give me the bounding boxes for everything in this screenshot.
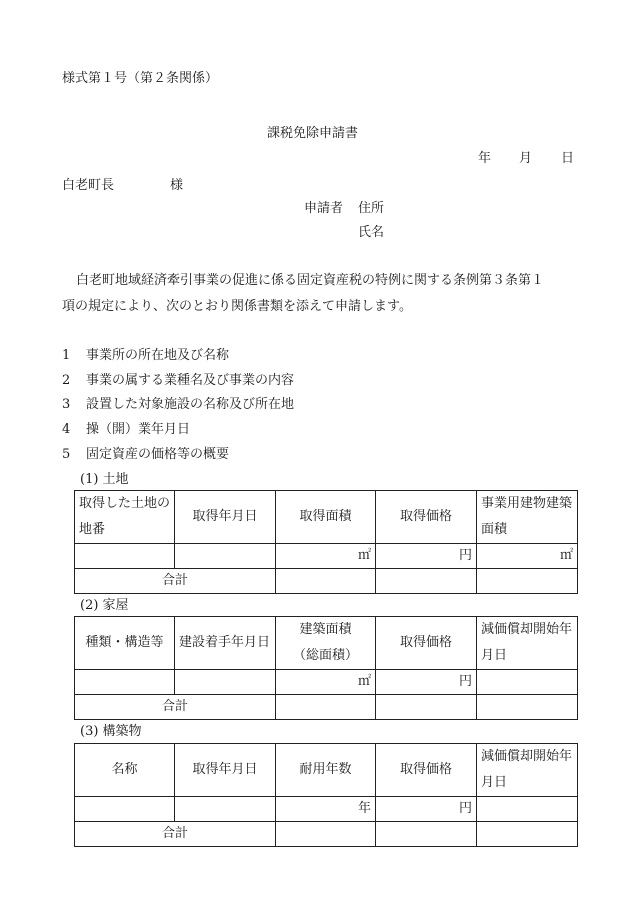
applicant-label: 申請者 bbox=[304, 201, 344, 216]
total-label: 合計 bbox=[75, 569, 276, 594]
list-item bbox=[62, 421, 190, 439]
list-item-text: 設置した対象施設の名称及び所在地 bbox=[86, 397, 295, 412]
table-header-row bbox=[75, 617, 578, 670]
house-section-label: (2) 家屋 bbox=[80, 598, 129, 613]
table-row bbox=[75, 670, 578, 695]
body-line-1: 白老町地域経済牽引事業の促進に係る固定資産税の特例に関する条例第３条第１ bbox=[76, 273, 545, 288]
list-item bbox=[62, 396, 294, 414]
date-month-label: 月 bbox=[519, 151, 533, 166]
table-total-row bbox=[75, 569, 578, 594]
unit-cell[interactable]: 円 bbox=[376, 544, 477, 569]
body-line-2: 項の規定により、次のとおり関係書類を添えて申請します。 bbox=[62, 299, 412, 314]
land-table bbox=[74, 490, 578, 594]
header-acquisition-date: 取得年月日 bbox=[175, 491, 276, 544]
header-land-lot: 取得した土地の地番 bbox=[75, 491, 175, 544]
header-building-area: 事業用建物建築面積 bbox=[477, 491, 578, 544]
header-acquisition-price: 取得価格 bbox=[376, 617, 477, 670]
table-cell[interactable] bbox=[75, 797, 175, 822]
table-header-row bbox=[75, 491, 578, 544]
header-construction-start: 建設着手年月日 bbox=[175, 617, 276, 670]
list-item-number: 1 bbox=[62, 348, 71, 363]
list-item-text: 事業の属する業種名及び事業の内容 bbox=[86, 373, 295, 388]
unit-cell[interactable]: 円 bbox=[376, 670, 477, 695]
table-cell[interactable] bbox=[75, 544, 175, 569]
header-acquired-area: 取得面積 bbox=[276, 491, 376, 544]
structure-section-label: (3) 構築物 bbox=[80, 724, 142, 739]
unit-cell[interactable]: 円 bbox=[376, 797, 477, 822]
list-item-number: 4 bbox=[62, 422, 71, 437]
house-table bbox=[74, 616, 578, 720]
list-item-text: 操（開）業年月日 bbox=[86, 422, 191, 437]
unit-cell[interactable]: ㎡ bbox=[276, 544, 376, 569]
header-depreciation-start: 減価償却開始年月日 bbox=[477, 744, 578, 797]
table-cell[interactable] bbox=[477, 670, 578, 695]
header-acquisition-price: 取得価格 bbox=[376, 744, 477, 797]
table-cell[interactable] bbox=[477, 695, 578, 720]
date-year-label: 年 bbox=[478, 151, 492, 166]
table-cell[interactable] bbox=[276, 822, 376, 847]
addressee-honorific: 様 bbox=[170, 178, 184, 193]
form-number: 様式第１号（第２条関係） bbox=[62, 71, 219, 86]
document-title: 課税免除申請書 bbox=[267, 126, 359, 141]
table-cell[interactable] bbox=[276, 569, 376, 594]
table-cell[interactable] bbox=[477, 822, 578, 847]
table-cell[interactable] bbox=[175, 670, 276, 695]
table-total-row bbox=[75, 822, 578, 847]
total-label: 合計 bbox=[75, 822, 276, 847]
list-item-number: 5 bbox=[62, 447, 71, 462]
unit-cell[interactable]: ㎡ bbox=[477, 544, 578, 569]
table-header-row bbox=[75, 744, 578, 797]
table-cell[interactable] bbox=[175, 544, 276, 569]
table-cell[interactable] bbox=[376, 695, 477, 720]
table-total-row bbox=[75, 695, 578, 720]
table-cell[interactable] bbox=[276, 695, 376, 720]
header-building-area: 建築面積（総面積） bbox=[276, 617, 376, 670]
header-name: 名称 bbox=[75, 744, 175, 797]
structure-table bbox=[74, 743, 578, 847]
header-acquisition-price: 取得価格 bbox=[376, 491, 477, 544]
table-row bbox=[75, 544, 578, 569]
land-section-label: (1) 土地 bbox=[80, 472, 129, 487]
list-item bbox=[62, 372, 294, 390]
unit-cell[interactable]: ㎡ bbox=[276, 670, 376, 695]
table-row bbox=[75, 797, 578, 822]
unit-cell[interactable]: 年 bbox=[276, 797, 376, 822]
list-item-text: 固定資産の価格等の概要 bbox=[86, 447, 230, 462]
table-cell[interactable] bbox=[175, 797, 276, 822]
list-item bbox=[62, 347, 229, 365]
date-day-label: 日 bbox=[561, 151, 575, 166]
list-item-text: 事業所の所在地及び名称 bbox=[86, 348, 230, 363]
list-item bbox=[62, 446, 229, 464]
total-label: 合計 bbox=[75, 695, 276, 720]
header-type-structure: 種類・構造等 bbox=[75, 617, 175, 670]
table-cell[interactable] bbox=[477, 797, 578, 822]
applicant-name-label: 氏名 bbox=[358, 225, 385, 240]
table-cell[interactable] bbox=[477, 569, 578, 594]
header-acquisition-date: 取得年月日 bbox=[175, 744, 276, 797]
list-item-number: 3 bbox=[62, 397, 71, 412]
header-depreciation-start: 減価償却開始年月日 bbox=[477, 617, 578, 670]
addressee-name: 白老町長 bbox=[62, 178, 115, 193]
applicant-address-label: 住所 bbox=[358, 201, 385, 216]
header-useful-life: 耐用年数 bbox=[276, 744, 376, 797]
table-cell[interactable] bbox=[376, 822, 477, 847]
body-paragraph bbox=[62, 268, 582, 320]
table-cell[interactable] bbox=[376, 569, 477, 594]
table-cell[interactable] bbox=[75, 670, 175, 695]
list-item-number: 2 bbox=[62, 373, 71, 388]
